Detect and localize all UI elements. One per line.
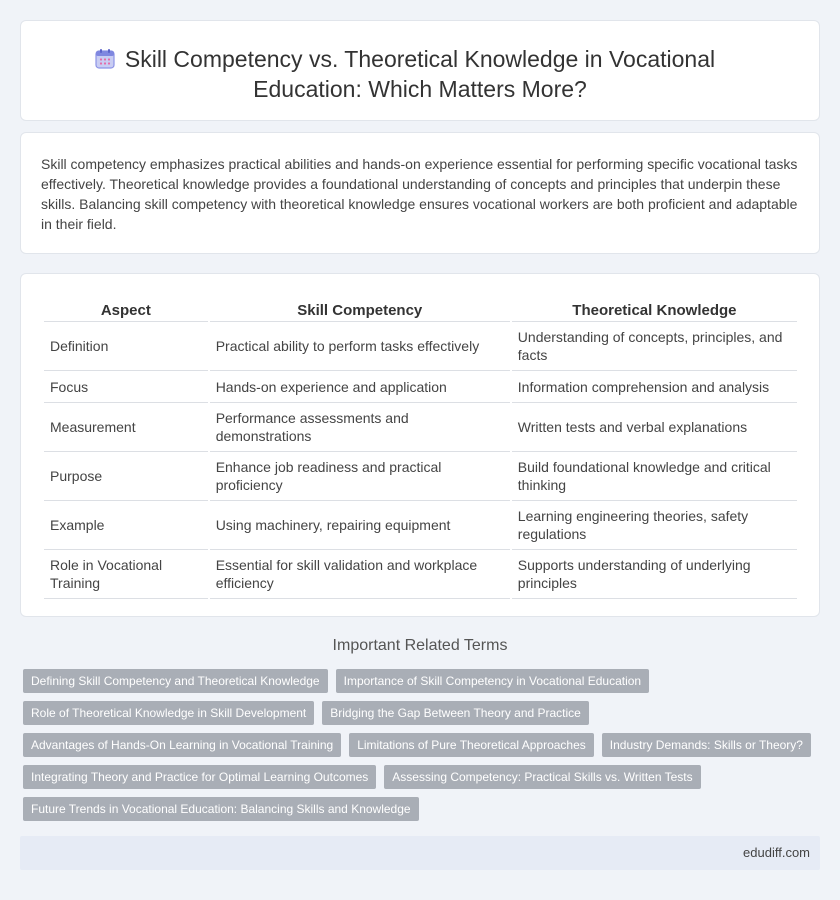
table-row [44,322,797,371]
table-cell: Essential for skill validation and workplace efficiency [210,550,510,599]
related-terms-heading: Important Related Terms [332,637,508,654]
related-term-tag[interactable]: Future Trends in Vocational Education: Balancing Skills and Knowledge [23,797,419,821]
table-cell: Definition [44,322,208,371]
header-theoretical-knowledge: Theoretical Knowledge [512,294,797,322]
table-row [44,501,797,550]
related-term-tag[interactable]: Bridging the Gap Between Theory and Practice [322,701,589,725]
header-skill-competency: Skill Competency [210,294,510,322]
table-row [44,371,797,403]
table-cell: Information comprehension and analysis [512,371,797,403]
footer [20,836,820,870]
comparison-table [42,294,799,599]
related-term-tag[interactable]: Role of Theoretical Knowledge in Skill Development [23,701,314,725]
table-row [44,452,797,501]
table-cell: Learning engineering theories, safety regulations [512,501,797,550]
related-terms-tags [23,669,823,829]
related-term-tag[interactable]: Industry Demands: Skills or Theory? [602,733,811,757]
table-cell: Role in Vocational Training [44,550,208,599]
intro-paragraph: Skill competency emphasizes practical abilities and hands-on experience essential for performing specific vocational tasks effectively. Theoretical knowledge provides a foundational understanding of concepts and principles that underpin these skills. Balancing skill competency with theoretical knowledge ensures vocational workers are both proficient and adaptable in their field. [41,156,798,232]
title-card [20,20,820,121]
page-title: Skill Competency vs. Theoretical Knowledge in Vocational Education: Which Matters More? [124,46,716,102]
table-cell: Enhance job readiness and practical proficiency [210,452,510,501]
intro-card [20,132,820,254]
related-term-tag[interactable]: Advantages of Hands-On Learning in Vocational Training [23,733,341,757]
table-cell: Example [44,501,208,550]
table-cell: Understanding of concepts, principles, and facts [512,322,797,371]
table-cell: Build foundational knowledge and critical thinking [512,452,797,501]
related-term-tag[interactable]: Limitations of Pure Theoretical Approaches [349,733,594,757]
table-cell: Practical ability to perform tasks effectively [210,322,510,371]
table-cell: Using machinery, repairing equipment [210,501,510,550]
table-row [44,550,797,599]
related-term-tag[interactable]: Importance of Skill Competency in Vocational Education [336,669,650,693]
table-row [44,403,797,452]
comparison-table-card [20,273,820,617]
table-cell: Supports understanding of underlying principles [512,550,797,599]
table-cell: Focus [44,371,208,403]
header-aspect: Aspect [44,294,208,322]
table-cell: Written tests and verbal explanations [512,403,797,452]
table-cell: Purpose [44,452,208,501]
table-cell: Performance assessments and demonstrations [210,403,510,452]
table-cell: Hands-on experience and application [210,371,510,403]
table-cell: Measurement [44,403,208,452]
footer-site-link[interactable]: edudiff.com [743,845,810,860]
related-term-tag[interactable]: Integrating Theory and Practice for Optimal Learning Outcomes [23,765,376,789]
related-term-tag[interactable]: Assessing Competency: Practical Skills vs. Written Tests [384,765,700,789]
related-term-tag[interactable]: Defining Skill Competency and Theoretical Knowledge [23,669,328,693]
